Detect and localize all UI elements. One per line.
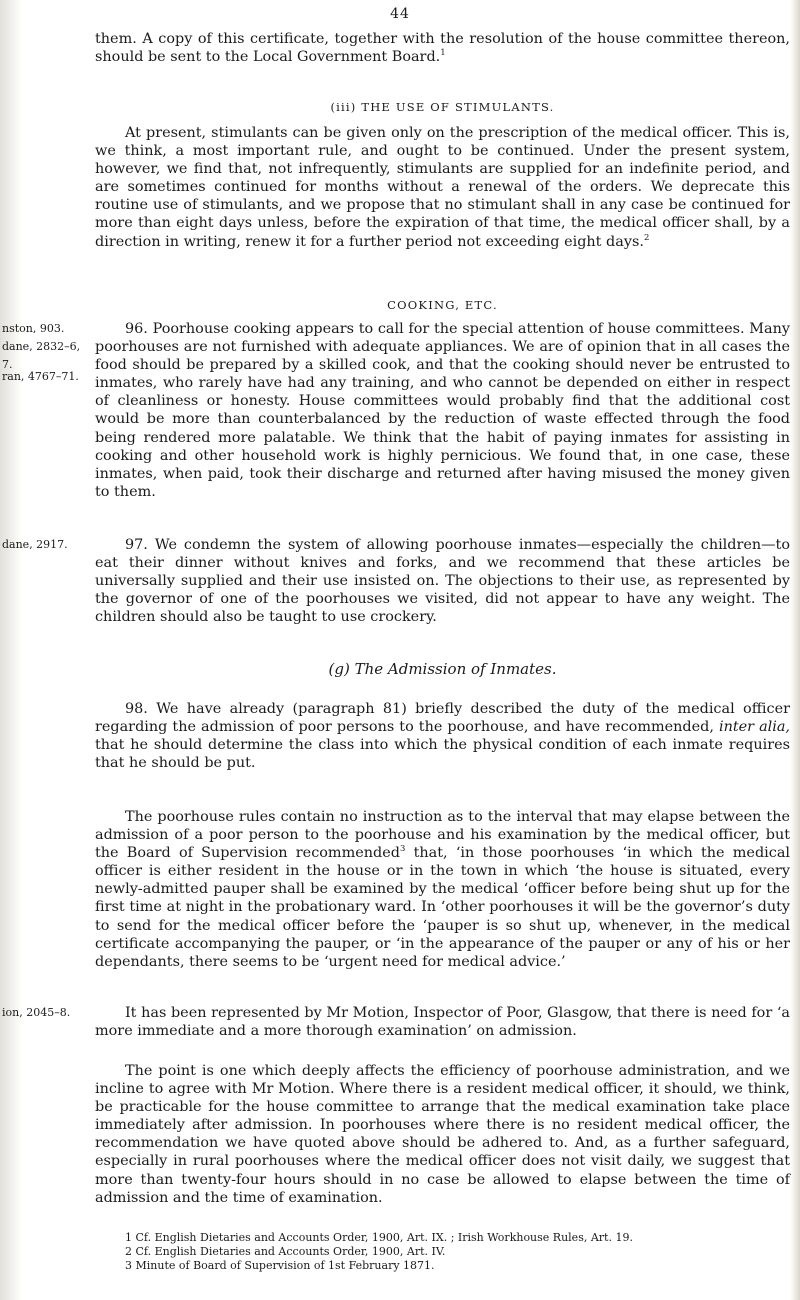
paragraph-point: The point is one which deeply affects the efficiency of poorhouse administration, and we incline to agree with Mr Motion. Where there is a resident medical officer, it should, we think, be practicable for the house committee to arrange that the medical examination take place immediately after admission. In poorhouses where there is no resident medical officer, the recommendation we have quoted above should be adhered to. And, as a further safeguard, especially in rural poorhouses where the medical officer does not visit daily, we suggest that more than twenty-four hours should in no case be allowed to elapse between the time of admission and the time of examination. [95, 1063, 790, 1206]
footnote-ref: 3 [399, 844, 406, 855]
footnote: 3 Minute of Board of Supervision of 1st February 1871. [125, 1259, 435, 1272]
footnote-ref: 2 [643, 232, 650, 243]
paragraph-96: 96. Poorhouse cooking appears to call for the special attention of house committees. Many poorhouses are not furnished with adequate appliances. We are of opinion that in all cases the food should be prepared by a skilled cook, and that the cooking should never be entrusted to inmates, who rarely have had any training, and who cannot be depended on either in respect of cleanliness or honesty. House committees would probably find that the additional cost would be more than counterbalanced by the reduction of waste effected through the food being rendered more palatable. We think that the habit of paying inmates for assisting in cooking and other household work is highly pernicious. We found that, in one case, these inmates, when paid, took their discharge and returned after having misused the money given to them. [95, 321, 790, 500]
margin-note: nston, 903. [2, 322, 65, 335]
section-heading-admission: (g) The Admission of Inmates. [328, 660, 557, 678]
footnote-ref: 1 [440, 48, 446, 59]
section-heading-cooking: COOKING, ETC. [387, 298, 498, 312]
margin-note: 7. [2, 358, 13, 371]
paragraph-motion: It has been represented by Mr Motion, Inspector of Poor, Glasgow, that there is need for ‘a more immediate and a more thorough examination’ on admission. [95, 1005, 790, 1040]
paragraph-rules: The poorhouse rules contain no instruction as to the interval that may elapse between the admission of a poor person to the poorhouse and his examination by the medical officer, but the Board of Supervision recommended$^3$ that, ‘in those poorhouses ‘in which the medical officer is either resident in the house or in the town in which ‘the house is situated, every newly-admitted pauper shall be examined by the medical ‘officer before being shut up for the first time at night in the probationary ward. In ‘other poorhouses it will be the governor’s duty to send for the medical officer before the ‘pauper is so shut up, whenever, in the medical certificate accompanying the pauper, or ‘in the appearance of the pauper or any of his or her dependants, there seems to be ‘urgent need for medical advice.’ [95, 809, 790, 970]
paragraph-intro: them. A copy of this certificate, together with the resolution of the house committee thereon, should be sent to the Local Government Board.$^1$ [95, 31, 790, 66]
paragraph-stimulants: At present, stimulants can be given only on the prescription of the medical officer. This is, we think, a most important rule, and ought to be continued. Under the present system, however, we find that, not infrequently, stimulants are supplied for an indefinite period, and are sometimes continued for months without a renewal of the orders. We deprecate this routine use of stimulants, and we propose that no stimulant shall in any case be continued for more than eight days unless, before the expiration of that time, the medical officer shall, by a direction in writing, renew it for a further period not exceeding eight days.$^2$ [95, 125, 790, 250]
footnote: 1 Cf. English Dietaries and Accounts Order, 1900, Art. IX. ; Irish Workhouse Rules, Art. 19. [125, 1231, 633, 1244]
section-heading-stimulants: (iii) THE USE OF STIMULANTS. [330, 100, 555, 114]
margin-note: ion, 2045–8. [2, 1006, 71, 1019]
footnote: 2 Cf. English Dietaries and Accounts Order, 1900, Art. IV. [125, 1245, 446, 1258]
margin-note: ran, 4767–71. [2, 370, 79, 383]
page-edge [790, 0, 800, 1300]
binding-gutter [0, 0, 22, 1300]
paragraph-97: 97. We condemn the system of allowing poorhouse inmates—especially the children—to eat their dinner without knives and forks, and we recommend that these articles be universally supplied and their use insisted on. The objections to their use, as represented by the governor of one of the poorhouses we visited, did not appear to have any weight. The children should also be taught to use crockery. [95, 537, 790, 626]
paragraph-98: 98. We have already (paragraph 81) briefly described the duty of the medical officer regarding the admission of poor persons to the poorhouse, and have recommended, inter alia, that he should determine the class into which the physical condition of each inmate requires that he should be put. [95, 701, 791, 772]
footnotes [125, 1231, 785, 1273]
margin-note: dane, 2832–6, [2, 340, 81, 353]
margin-note: dane, 2917. [2, 538, 68, 551]
page-number: 44 [390, 6, 410, 22]
